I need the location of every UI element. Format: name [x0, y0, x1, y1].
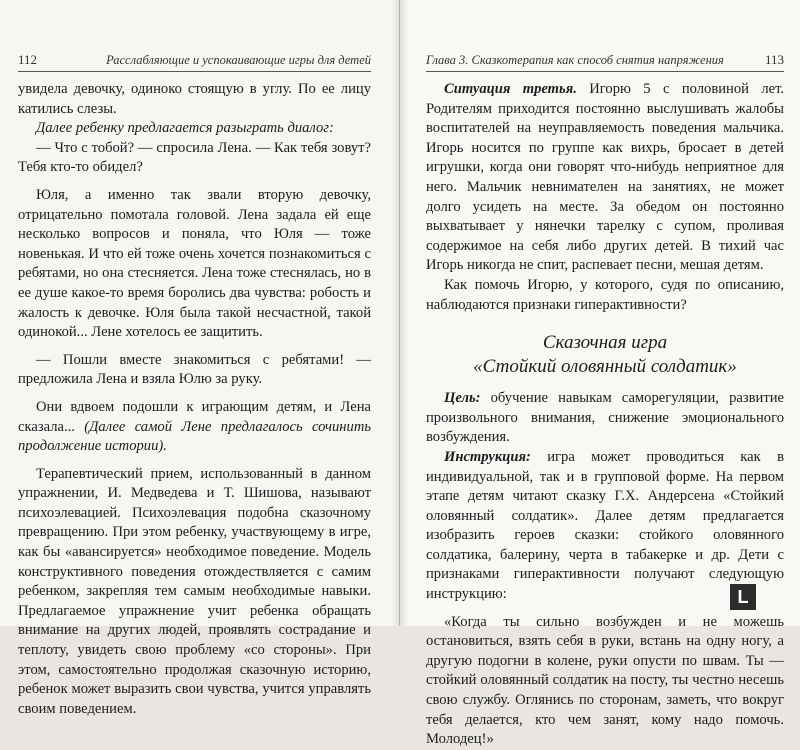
right-running-head-title: Глава 3. Сказкотерапия как способ снятия напряжения [426, 53, 724, 67]
right-page-number: 113 [764, 52, 784, 67]
paragraph: Юля, а именно так звали вторую девочку, отрицательно помотала головой. Лена задала ей еще несколько вопросов и поняла, что Юля — тоже новенькая. И что ей тоже очень хочется познакомиться с ребятами, но она стесняется. Лена тоже стеснялась, но в ее душе какое-то время боролись два чувства: робость и жалость к девочке. Юля была такой несчастной, такой одинокой... Лене хотелось ее защитить. [18, 186, 371, 341]
paragraph: — Что с тобой? — спросила Лена. — Как тебя зовут? Тебя кто-то обидел? [18, 139, 371, 176]
paragraph-italic: (Далее самой Лене предлагалось сочинить продолжение истории). [18, 418, 371, 455]
paragraph: Далее ребенку предлагается разыграть диалог: [36, 120, 334, 137]
section-title-line: Сказочная игра [542, 332, 668, 354]
situation-paragraph [426, 80, 784, 276]
paragraph: увидела девочку, одиноко стоящую в углу. По ее лицу катились слезы. [18, 81, 371, 117]
question-paragraph: Как помочь Игорю, у которого, судя по описанию, наблюдаются признаки гиперактивности? [426, 276, 784, 313]
right-page [400, 0, 800, 748]
left-running-head [18, 38, 371, 72]
instruction-label: Инструкция: [444, 448, 531, 465]
left-page [0, 0, 400, 717]
quote-paragraph: «Когда ты сильно возбужден и не можешь остановиться, взять себя в руки, встань на одну ногу, а другую подогни в колене, руки опусти по швам. Ты — стойкий оловянный солдатик на посту, ты честно несешь свою службу. Оглянись по сторонам, заметь, что вокруг тебя делается, кто чем занят, кому надо помочь. Молодец!» [426, 613, 784, 748]
right-running-head [426, 38, 784, 72]
section-title [426, 331, 784, 379]
instruction-paragraph [426, 448, 784, 605]
goal-label: Цель: [444, 390, 481, 407]
paragraph [18, 398, 371, 457]
paragraph-text: Они вдвоем подошли к играющим детям, и Лена сказала... [18, 398, 371, 435]
paragraph: Терапевтический прием, использованный в данном упражнении, И. Медведева и Т. Шишова, называют психоэлевацией. Психоэлевация подобна сказочному превращению. При этом ребенку, участвующему в игре, как бы «авансируется» необходимое поведение. Модель конструктивного поведения отождествляется с самим ребенком, закрепляя тем самым необходимые навыки. Предлагаемое упражнение учит ребенка обращать внимание на других людей, проявлять сострадание и теплоту, увидеть свою проблему «со стороны». При этом, самостоятельно продолжая сказочную историю, ребенок может выразить свои чувства, учится управлять своим поведением. [18, 465, 371, 717]
goal-text: обучение навыкам саморегуляции, развитие произвольного внимания, снижение эмоционального возбуждения. [426, 390, 784, 446]
situation-label: Ситуация третья. [444, 81, 577, 97]
paragraph: — Пошли вместе знакомиться с ребятами! — предложила Лена и взяла Юлю за руку. [18, 351, 371, 388]
left-running-head-title: Расслабляющие и успокаивающие игры для детей [106, 53, 371, 67]
left-page-content [18, 72, 371, 719]
goal-paragraph [426, 389, 784, 448]
publisher-logo-icon: L [730, 584, 756, 610]
left-page-number: 112 [18, 52, 38, 67]
right-page-content [426, 72, 784, 750]
instruction-text: игра может проводиться как в индивидуальной, так и в групповой форме. На первом этапе детям читают сказку Г.Х. Андерсена «Стойкий оловянный солдатик». Далее детям предлагается изобразить героев сказки: стойкого оловянного солдатика, балерину, черта в табакерке и др. Дети с признаками гиперактивности получают следующую инструкцию: [426, 448, 784, 603]
section-title-line: «Стойкий оловянный солдатик» [473, 356, 737, 378]
situation-text: Игорю 5 с половиной лет. Родителям приходится постоянно выслушивать жалобы воспитателей на неуправляемость поведения мальчика. Игорь носится по группе как вихрь, бросает в детей игрушки, когда они говорят что-нибудь неприятное для него. Мальчик невнимателен на занятиях, не может долго усидеть на месте. За обедом он постоянно выхватывает у нянечки тарелку с супом, проливая содержимое на себя либо других детей. В тихий час Игорь никогда не спит, распевает песни, мешая детям. [426, 81, 785, 274]
